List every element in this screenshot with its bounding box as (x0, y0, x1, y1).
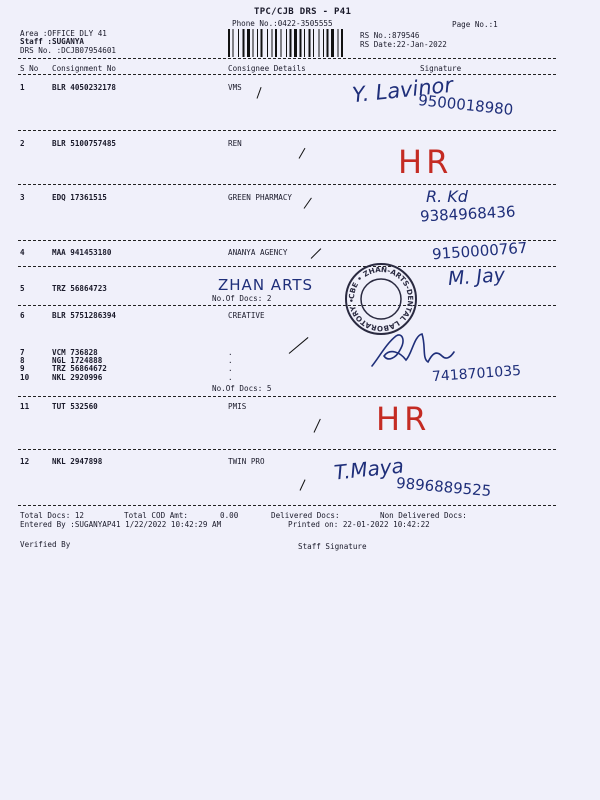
row-consignee: . (228, 364, 233, 373)
row-consignment: EDQ 17361515 (52, 193, 107, 202)
verified-by: Verified By (20, 540, 71, 549)
total-cod-label: Total COD Amt: (124, 511, 189, 520)
row-divider (18, 449, 556, 450)
row-consignment: NGL 1724888 (52, 356, 103, 365)
total-docs: Total Docs: 12 (20, 511, 85, 520)
total-cod-value: 0.00 (220, 511, 239, 520)
row-sno: 5 (20, 284, 25, 293)
row-consignment: BLR 5100757485 (52, 139, 117, 148)
row-sno: 3 (20, 193, 25, 202)
check-mark (257, 87, 262, 99)
page-number: Page No.:1 (452, 20, 498, 29)
row-divider (18, 184, 556, 185)
rs-date: RS Date:22-Jan-2022 (360, 40, 447, 49)
row-consignment: MAA 941453180 (52, 248, 112, 257)
row-docs-count: No.Of Docs: 2 (212, 294, 272, 303)
receiver-signature: R. Kd (426, 187, 468, 206)
row-sno: 8 (20, 356, 25, 365)
row-consignee: REN (228, 139, 242, 148)
receiver-signature-hr: HR (398, 143, 453, 181)
column-header-divider (18, 74, 556, 75)
row-divider (18, 240, 556, 241)
row-consignee: CREATIVE (228, 311, 265, 320)
staff-field: Staff :SUGANYA (20, 37, 85, 46)
row-consignment: NKL 2920996 (52, 373, 103, 382)
receiver-phone: 9500018980 (417, 91, 515, 119)
row-consignee: PMIS (228, 402, 247, 411)
area-field: Area :OFFICE DLY 41 (20, 29, 107, 38)
barcode (228, 29, 353, 57)
phone-number: Phone No.:0422-3505555 (232, 19, 333, 28)
row-sno: 9 (20, 364, 25, 373)
handwritten-consignee: ZHAN ARTS (218, 276, 314, 294)
check-mark (299, 148, 306, 159)
row-consignee: . (228, 348, 233, 357)
row-divider (18, 130, 556, 131)
staff-signature-label: Staff Signature (298, 542, 367, 551)
check-mark (300, 479, 306, 490)
receiver-signature-scribble (366, 326, 456, 374)
svg-text:CBE • ZHAN-ARTS-DENTAL LABORAT: CBE • ZHAN-ARTS-DENTAL LABORATORY • (346, 264, 416, 334)
column-header-signature: Signature (420, 64, 462, 73)
receiver-signature: M. Jay (447, 264, 506, 290)
check-mark (289, 337, 309, 354)
receiver-phone: 9384968436 (419, 202, 516, 226)
rs-number: RS No.:879546 (360, 31, 420, 40)
row-consignment: TRZ 56864723 (52, 284, 107, 293)
row-divider (18, 305, 556, 306)
drs-number: DRS No. :DCJB07954601 (20, 46, 117, 55)
row-sno: 11 (20, 402, 30, 411)
row-sno: 12 (20, 457, 30, 466)
column-header-consignment: Consignment No (52, 64, 117, 73)
document-title: TPC/CJB DRS - P41 (254, 7, 352, 17)
printed-on: Printed on: 22-01-2022 10:42:22 (288, 520, 430, 529)
header-divider (18, 58, 556, 59)
row-sno: 1 (20, 83, 25, 92)
row-consignee: TWIN PRO (228, 457, 265, 466)
row-consignment: BLR 5751286394 (52, 311, 117, 320)
row-consignee: VMS (228, 83, 242, 92)
row-consignment: VCM 736828 (52, 348, 98, 357)
entered-by: Entered By :SUGANYAP41 1/22/2022 10:42:29 AM (20, 520, 222, 529)
receiver-phone: 7418701035 (431, 362, 522, 386)
check-mark (304, 198, 312, 209)
check-mark (314, 419, 321, 433)
footer-divider (18, 505, 556, 506)
receiver-phone: 9150000767 (431, 238, 528, 264)
row-sno: 4 (20, 248, 25, 257)
receiver-signature: Y. Lavinor (351, 72, 455, 108)
row-consignment: TRZ 56864672 (52, 364, 107, 373)
row-consignee: ANANYA AGENCY (228, 248, 288, 257)
receiver-signature: T.Maya (332, 453, 405, 485)
row-sno: 2 (20, 139, 25, 148)
row-consignment: NKL 2947898 (52, 457, 103, 466)
row-divider (18, 396, 556, 397)
receiver-signature-hr: HR (376, 400, 431, 438)
non-delivered-docs: Non Delivered Docs: (380, 511, 467, 520)
check-mark (311, 248, 322, 259)
row-sno: 7 (20, 348, 25, 357)
delivered-docs: Delivered Docs: (271, 511, 340, 520)
row-consignment: BLR 4050232178 (52, 83, 117, 92)
receiver-phone: 9896889525 (395, 473, 493, 501)
row-sno: 10 (20, 373, 30, 382)
column-header-sno: S No (20, 64, 39, 73)
row-consignee: GREEN PHARMACY (228, 193, 293, 202)
row-docs-count: No.Of Docs: 5 (212, 384, 272, 393)
row-consignment: TUT 532560 (52, 402, 98, 411)
row-consignee: . (228, 373, 233, 382)
row-consignee: . (228, 356, 233, 365)
column-header-consignee: Consignee Details (228, 64, 306, 73)
row-sno: 6 (20, 311, 25, 320)
